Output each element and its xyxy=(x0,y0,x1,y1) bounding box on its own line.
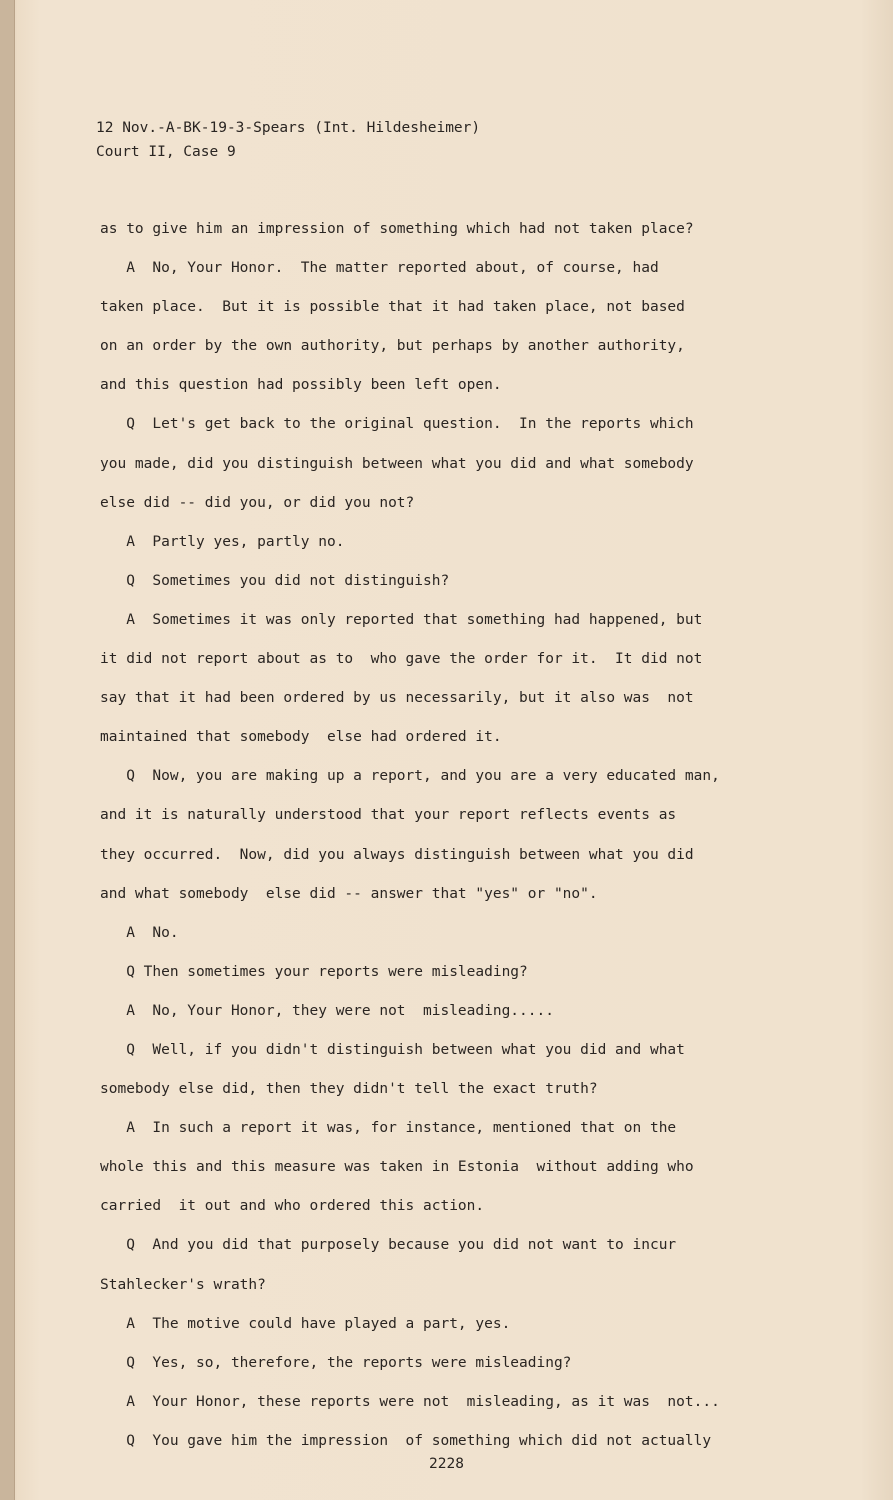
transcript-line: carried it out and who ordered this action. xyxy=(100,1198,485,1215)
transcript-line: on an order by the own authority, but perhaps by another authority, xyxy=(100,338,685,355)
transcript-line: Q Yes, so, therefore, the reports were misleading? xyxy=(100,1354,572,1371)
transcript-line: and what somebody else did -- answer that "yes" or "no". xyxy=(100,885,598,902)
transcript-line: Q And you did that purposely because you did not want to incur xyxy=(100,1237,677,1254)
transcript-line: A In such a report it was, for instance, mentioned that on the xyxy=(100,1120,677,1137)
header-court-line: Court II, Case 9 xyxy=(96,144,236,160)
transcript-line: it did not report about as to who gave the order for it. It did not xyxy=(100,651,703,668)
transcript-line: Stahlecker's wrath? xyxy=(100,1276,266,1293)
transcript-line: else did -- did you, or did you not? xyxy=(100,494,415,511)
transcript-line: A No, Your Honor, they were not misleading..... xyxy=(100,1002,554,1019)
transcript-body xyxy=(100,210,790,1461)
header-session-line: 12 Nov.-A-BK-19-3-Spears (Int. Hildesheimer) xyxy=(96,120,481,136)
binding-edge xyxy=(0,0,15,1500)
transcript-line: Q Now, you are making up a report, and you are a very educated man, xyxy=(100,768,720,785)
transcript-line: A Sometimes it was only reported that something had happened, but xyxy=(100,611,703,628)
transcript-line: maintained that somebody else had ordered it. xyxy=(100,729,502,746)
transcript-line: A No, Your Honor. The matter reported about, of course, had xyxy=(100,260,659,277)
document-header xyxy=(96,116,480,164)
page-number: 2228 xyxy=(429,1456,464,1472)
transcript-line: taken place. But it is possible that it had taken place, not based xyxy=(100,299,685,316)
transcript-line: A No. xyxy=(100,924,179,941)
transcript-line: you made, did you distinguish between what you did and what somebody xyxy=(100,455,694,472)
transcript-line: somebody else did, then they didn't tell the exact truth? xyxy=(100,1081,598,1098)
transcript-line: say that it had been ordered by us necessarily, but it also was not xyxy=(100,690,694,707)
transcript-line: A Partly yes, partly no. xyxy=(100,533,345,550)
transcript-line: Q You gave him the impression of something which did not actually xyxy=(100,1432,712,1449)
transcript-line: Q Let's get back to the original question. In the reports which xyxy=(100,416,694,433)
transcript-line: Q Then sometimes your reports were misleading? xyxy=(100,963,528,980)
transcript-line: Q Sometimes you did not distinguish? xyxy=(100,572,450,589)
transcript-line: they occurred. Now, did you always distinguish between what you did xyxy=(100,846,694,863)
transcript-line: and it is naturally understood that your report reflects events as xyxy=(100,807,677,824)
transcript-line: whole this and this measure was taken in Estonia without adding who xyxy=(100,1159,694,1176)
transcript-line: A Your Honor, these reports were not misleading, as it was not... xyxy=(100,1393,720,1410)
transcript-line: A The motive could have played a part, yes. xyxy=(100,1315,511,1332)
transcript-line: and this question had possibly been left open. xyxy=(100,377,502,394)
transcript-line: Q Well, if you didn't distinguish between what you did and what xyxy=(100,1041,685,1058)
transcript-line: as to give him an impression of something which had not taken place? xyxy=(100,221,694,237)
